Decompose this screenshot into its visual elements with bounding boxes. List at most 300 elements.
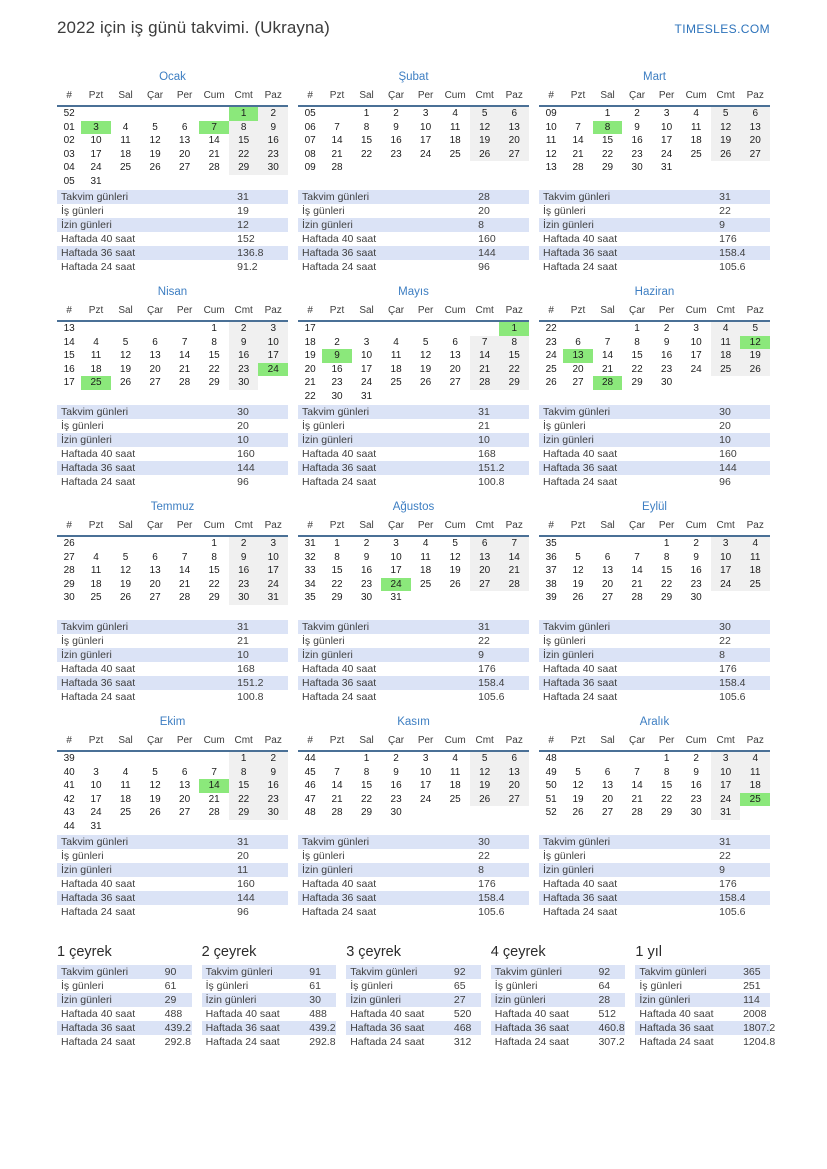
stats-table [57, 620, 288, 704]
day-cell [140, 175, 170, 189]
week-number: 14 [63, 336, 75, 348]
day-cell: 9 [634, 121, 640, 133]
stat-label: İzin günleri [639, 994, 691, 1006]
month-block [539, 500, 770, 715]
day-cell-weekend: 14 [499, 551, 529, 565]
day-col-header: Per [170, 734, 200, 751]
calendar-body [57, 106, 288, 188]
stat-value: 31 [478, 621, 490, 633]
day-col-header: Pzt [81, 304, 111, 321]
stat-value: 10 [719, 434, 731, 446]
stat-row [57, 246, 288, 260]
week-number: 48 [545, 753, 557, 764]
stat-row [298, 232, 529, 246]
week-row [539, 363, 770, 377]
stat-value: 28 [598, 994, 611, 1006]
day-cell-weekend: 8 [229, 121, 259, 135]
day-cell: 10 [90, 135, 102, 146]
day-col-header: Cum [681, 519, 711, 536]
day-cell: 27 [179, 807, 191, 818]
stat-row [635, 965, 770, 979]
stat-value: 8 [719, 649, 726, 661]
day-cell: 14 [331, 135, 343, 146]
stat-value: 176 [478, 663, 496, 675]
day-cell: 23 [690, 793, 702, 805]
day-col-header: Sal [111, 304, 141, 321]
day-cell: 11 [420, 551, 431, 563]
stat-label: Haftada 40 saat [350, 1008, 425, 1020]
day-cell [681, 376, 711, 390]
day-cell-weekend: 31 [258, 591, 288, 605]
stat-value: 30 [309, 994, 321, 1006]
stat-row [57, 204, 288, 218]
day-cell: 27 [149, 377, 161, 388]
day-cell: 7 [575, 121, 581, 133]
stat-label: Haftada 24 saat [543, 476, 618, 488]
day-col-header: Pzt [563, 89, 593, 106]
stat-value: 19 [237, 205, 249, 217]
day-cell: 29 [208, 377, 220, 388]
day-cell: 26 [149, 162, 161, 173]
month-title: Kasım [397, 716, 430, 728]
day-cell-weekend: 13 [470, 551, 500, 565]
day-cell [140, 751, 170, 766]
day-col-header: Cum [440, 734, 470, 751]
stat-value: 105.6 [719, 691, 746, 703]
day-col-header: Per [411, 89, 441, 106]
day-cell: 5 [122, 336, 129, 348]
stat-label: Haftada 24 saat [61, 261, 136, 273]
week-row [298, 121, 529, 135]
day-cell [170, 175, 200, 189]
day-cell-weekend: 12 [470, 766, 500, 780]
day-cell [711, 161, 741, 175]
stat-value: 21 [478, 420, 490, 432]
day-cell-weekend: 13 [740, 121, 770, 135]
month-title: Aralık [639, 716, 670, 728]
stats-table [635, 965, 776, 1049]
stat-row [298, 461, 529, 475]
stat-row [202, 1035, 337, 1049]
day-cell [681, 161, 711, 175]
day-cell-weekend: 1 [229, 751, 259, 766]
day-cell [140, 820, 170, 834]
week-row [57, 751, 288, 766]
day-cell-weekend: 4 [740, 536, 770, 551]
day-col-header: Cmt [470, 304, 500, 321]
day-cell: 27 [149, 592, 161, 603]
day-cell-weekend: 21 [470, 363, 500, 377]
day-cell: 12 [119, 565, 132, 576]
month-block [57, 70, 288, 285]
day-cell: 17 [690, 350, 702, 361]
day-cell: 18 [390, 363, 402, 375]
day-cell-weekend: 27 [499, 793, 529, 807]
day-cell-weekend: 9 [258, 121, 288, 135]
week-number: 32 [304, 551, 316, 563]
day-cell [411, 806, 441, 820]
week-row [57, 793, 288, 807]
stat-value: 100.8 [237, 691, 264, 703]
day-cell-weekend: 6 [470, 536, 500, 551]
stat-label: Haftada 24 saat [61, 906, 136, 918]
stat-row [539, 905, 770, 919]
day-cell [593, 321, 623, 336]
day-cell: 12 [420, 350, 432, 361]
day-cell-holiday: 24 [381, 578, 411, 592]
day-cell: 6 [152, 551, 158, 563]
week-col-header: # [298, 519, 322, 536]
day-col-header: Sal [593, 519, 623, 536]
stat-value: 22 [719, 850, 731, 862]
week-number: 02 [63, 135, 75, 146]
day-cell: 29 [661, 807, 673, 818]
stat-value: 92 [598, 966, 611, 978]
day-col-header: Per [652, 519, 682, 536]
day-col-header: Paz [740, 519, 770, 536]
day-col-header: Pzt [81, 89, 111, 106]
day-col-header: Çar [622, 304, 652, 321]
day-cell: 22 [601, 148, 614, 160]
week-number: 22 [304, 390, 316, 402]
stat-row [539, 246, 770, 260]
day-cell [499, 161, 529, 175]
day-cell: 22 [331, 578, 343, 590]
stat-value: 96 [237, 476, 249, 488]
week-row [539, 106, 770, 121]
stat-row [635, 979, 770, 993]
day-cell-weekend: 13 [499, 766, 529, 780]
day-cell: 12 [572, 565, 584, 576]
stat-label: Haftada 36 saat [639, 1022, 714, 1034]
calendar-zone [298, 285, 529, 405]
stat-label: İş günleri [543, 420, 586, 432]
calendar-head [57, 304, 288, 321]
day-cell [740, 806, 770, 820]
day-cell [322, 106, 352, 121]
stat-label: İş günleri [61, 205, 104, 217]
day-cell-holiday: 8 [593, 121, 623, 135]
day-cell: 25 [119, 807, 132, 818]
week-row [298, 779, 529, 793]
day-cell: 10 [360, 350, 373, 361]
stat-row [57, 877, 288, 891]
stat-value: 31 [719, 191, 731, 203]
day-col-header: Pzt [322, 89, 352, 106]
stat-value: 9 [719, 219, 726, 231]
day-cell-weekend: 23 [229, 363, 259, 377]
stat-row [57, 620, 288, 634]
calendar-zone [298, 70, 529, 190]
day-cell-weekend: 5 [470, 751, 500, 766]
stat-value: 439.2 [164, 1022, 191, 1034]
stat-value: 158.4 [719, 677, 746, 689]
day-cell: 20 [601, 793, 614, 805]
day-cell: 9 [693, 766, 699, 778]
day-cell: 1 [363, 108, 370, 119]
stats-table [539, 405, 770, 489]
week-number: 51 [545, 793, 557, 805]
day-cell-weekend: 29 [229, 806, 259, 820]
calendar-zone [539, 500, 770, 620]
day-cell: 7 [181, 336, 188, 348]
day-cell: 4 [422, 538, 429, 549]
stat-label: Haftada 24 saat [302, 261, 377, 273]
day-cell: 24 [360, 377, 373, 388]
stat-value: 9 [719, 864, 726, 876]
stat-label: Haftada 40 saat [61, 233, 136, 245]
day-cell: 23 [390, 148, 402, 160]
calendar-head [539, 89, 770, 106]
stat-row [57, 905, 288, 919]
calendar-zone [539, 285, 770, 405]
week-number: 44 [63, 820, 75, 832]
day-cell-weekend: 11 [740, 551, 770, 565]
week-number: 43 [63, 807, 75, 818]
day-cell [440, 321, 470, 336]
day-cell [229, 820, 259, 834]
week-number: 34 [304, 578, 316, 590]
day-cell-weekend: 28 [499, 578, 529, 592]
day-col-header: Paz [740, 89, 770, 106]
week-number: 24 [545, 350, 557, 361]
day-cell: 28 [631, 592, 643, 603]
stat-label: İş günleri [61, 420, 104, 432]
stat-value: 512 [598, 1008, 616, 1020]
day-cell-weekend: 24 [711, 793, 741, 807]
day-cell: 18 [90, 363, 102, 375]
day-cell-weekend: 23 [229, 578, 259, 592]
day-cell: 9 [693, 551, 699, 563]
stat-value: 460.8 [598, 1022, 625, 1034]
week-row [298, 349, 529, 363]
day-cell: 22 [360, 793, 373, 805]
day-cell-weekend: 7 [470, 336, 500, 350]
day-cell: 21 [179, 578, 191, 590]
day-col-header: Cum [199, 734, 229, 751]
stat-label: İzin günleri [302, 434, 353, 446]
day-cell: 17 [90, 793, 102, 805]
day-cell [352, 161, 382, 175]
stat-value: 96 [719, 476, 731, 488]
stat-label: Haftada 40 saat [543, 233, 618, 245]
calendar-head-row [57, 519, 288, 536]
day-cell-weekend: 5 [470, 106, 500, 121]
day-col-header: Pzt [563, 304, 593, 321]
stat-label: Haftada 24 saat [205, 1036, 280, 1048]
week-number: 20 [304, 363, 316, 375]
month-title: Haziran [634, 286, 675, 298]
week-col-header: # [298, 304, 322, 321]
stat-value: 158.4 [719, 247, 746, 259]
month-block [298, 500, 529, 715]
week-row [57, 766, 288, 780]
week-row [57, 336, 288, 350]
week-number: 37 [545, 565, 557, 576]
day-cell: 12 [572, 780, 584, 791]
stat-label: Haftada 40 saat [543, 663, 618, 675]
day-col-header: Pzt [563, 519, 593, 536]
calendar-table [539, 519, 770, 605]
stat-label: Takvim günleri [494, 966, 562, 978]
day-cell: 3 [693, 323, 699, 334]
day-cell [440, 390, 470, 404]
day-cell [411, 161, 441, 175]
stat-label: Haftada 40 saat [302, 878, 377, 890]
stat-row [539, 405, 770, 419]
day-cell: 1 [663, 538, 670, 549]
stat-value: 114 [743, 994, 760, 1006]
stat-value: 176 [478, 878, 496, 890]
week-row [298, 336, 529, 350]
stat-value: 29 [164, 994, 177, 1006]
day-cell-holiday: 1 [229, 106, 259, 121]
day-cell: 11 [390, 350, 402, 361]
day-cell-weekend: 13 [499, 121, 529, 135]
calendar-body [539, 536, 770, 605]
stat-row [298, 662, 529, 676]
stats-table [202, 965, 337, 1049]
day-cell: 28 [179, 592, 191, 603]
summary-block [202, 944, 337, 1049]
week-col-header: # [57, 304, 81, 321]
day-cell: 11 [90, 350, 102, 361]
stat-value: 12 [237, 219, 249, 231]
stat-value: 1204.8 [743, 1036, 776, 1048]
page-header [57, 18, 770, 38]
day-cell: 7 [634, 766, 640, 778]
week-col-header: # [539, 89, 563, 106]
day-cell-weekend: 17 [258, 349, 288, 363]
day-cell-holiday: 12 [740, 336, 770, 350]
day-cell [140, 321, 170, 336]
day-cell [258, 820, 288, 834]
week-row [298, 134, 529, 148]
stat-label: İzin günleri [302, 864, 353, 876]
day-cell [381, 161, 411, 175]
day-cell: 18 [690, 135, 702, 146]
day-cell: 20 [601, 578, 614, 590]
day-cell: 21 [601, 363, 614, 375]
day-cell: 1 [663, 753, 670, 764]
stat-label: Haftada 24 saat [543, 261, 618, 273]
calendar-table [539, 734, 770, 820]
day-cell [740, 591, 770, 605]
day-cell [470, 591, 500, 605]
day-col-header: Pzt [563, 734, 593, 751]
day-cell: 2 [334, 336, 340, 348]
week-number: 29 [63, 578, 75, 590]
calendar-table [298, 734, 529, 820]
day-col-header: Çar [622, 89, 652, 106]
stat-label: Haftada 24 saat [639, 1036, 714, 1048]
site-link[interactable]: TIMESLES.COM [674, 22, 770, 36]
day-cell-weekend: 18 [740, 564, 770, 578]
week-row [57, 578, 288, 592]
stat-row [491, 1021, 626, 1035]
day-cell-holiday: 25 [740, 793, 770, 807]
stat-value: 20 [237, 420, 249, 432]
day-cell: 13 [601, 565, 614, 576]
stat-row [346, 1021, 481, 1035]
day-cell: 27 [449, 377, 461, 388]
day-cell-weekend: 3 [258, 536, 288, 551]
day-col-header: Sal [111, 734, 141, 751]
calendar-body [57, 536, 288, 605]
stat-value: 176 [719, 233, 737, 245]
stat-value: 176 [719, 663, 737, 675]
stat-value: 8 [478, 864, 485, 876]
day-cell-weekend: 3 [711, 536, 741, 551]
day-cell [499, 390, 529, 404]
day-col-header: Per [411, 519, 441, 536]
week-number: 21 [304, 377, 316, 388]
day-cell: 16 [390, 780, 402, 791]
stat-row [298, 419, 529, 433]
day-cell: 26 [572, 592, 584, 603]
calendar-head-row [57, 304, 288, 321]
stat-label: Haftada 40 saat [61, 448, 136, 460]
day-cell-weekend: 20 [740, 134, 770, 148]
day-cell-weekend: 10 [258, 336, 288, 350]
day-cell: 15 [208, 565, 220, 576]
week-row [298, 751, 529, 766]
stat-value: 152 [237, 233, 255, 245]
stats-table [539, 835, 770, 919]
calendar-zone [57, 715, 288, 835]
day-cell: 12 [149, 135, 161, 146]
day-cell: 15 [331, 565, 343, 576]
week-number: 46 [304, 780, 316, 791]
day-cell: 2 [693, 753, 699, 764]
stat-row [57, 232, 288, 246]
stat-label: Haftada 40 saat [543, 448, 618, 460]
stat-row [539, 877, 770, 891]
day-col-header: Cum [681, 734, 711, 751]
day-cell [170, 106, 200, 121]
day-cell-weekend: 22 [229, 793, 259, 807]
day-cell: 31 [661, 162, 673, 173]
stat-value: 31 [237, 621, 249, 633]
day-cell [81, 321, 111, 336]
stat-value: 31 [719, 836, 731, 848]
calendar-table [539, 89, 770, 175]
day-cell: 29 [208, 592, 220, 603]
day-cell [111, 106, 141, 121]
week-number: 09 [545, 108, 557, 119]
stat-value: 91.2 [237, 261, 258, 273]
week-row [298, 161, 529, 175]
day-cell [81, 536, 111, 551]
week-row [539, 148, 770, 162]
day-cell: 15 [661, 565, 673, 576]
stat-label: Takvim günleri [302, 191, 370, 203]
day-col-header: Sal [111, 89, 141, 106]
stat-value: 160 [237, 878, 255, 890]
stat-value: 30 [719, 621, 731, 633]
stat-row [298, 863, 529, 877]
day-cell: 16 [661, 350, 673, 361]
day-cell [258, 175, 288, 189]
week-number: 05 [63, 175, 75, 187]
day-cell: 15 [360, 780, 373, 791]
day-col-header: Sal [352, 734, 382, 751]
stat-value: 168 [478, 448, 496, 460]
stat-value: 468 [453, 1022, 472, 1034]
day-cell: 13 [449, 350, 461, 361]
day-cell: 1 [604, 108, 611, 119]
stat-label: İzin günleri [543, 434, 594, 446]
